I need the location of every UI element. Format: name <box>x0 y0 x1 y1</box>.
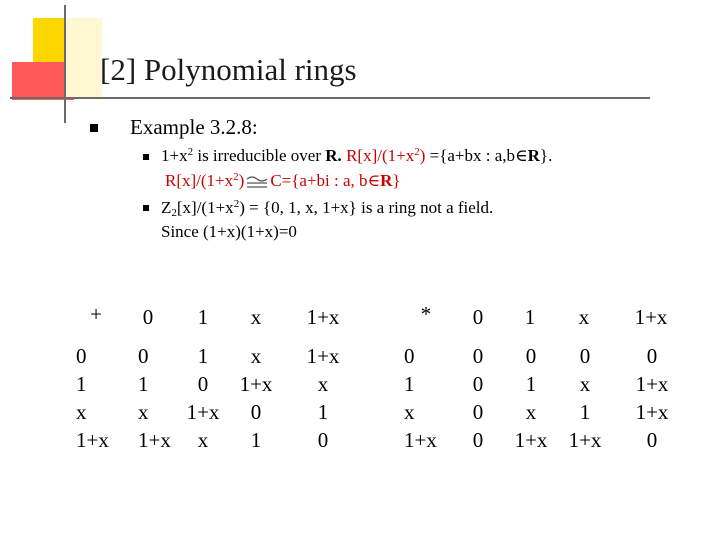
slide-title: [2] Polynomial rings <box>100 52 357 87</box>
table-header-cell: 1 <box>524 305 536 329</box>
table-column: 0 0 0 0 <box>472 344 484 452</box>
element-of-symbol: ∈ <box>367 171 381 190</box>
table-header-cell: x <box>250 305 262 329</box>
bullet-marker <box>90 124 98 132</box>
table-header-cell: 1 <box>197 305 209 329</box>
bullet-marker <box>143 205 149 211</box>
table-column: x 1+x 0 1 <box>239 344 273 452</box>
decorative-horizontal-line <box>10 97 650 99</box>
table-operator: * <box>420 302 432 326</box>
table-column: 1+x x 1 0 <box>306 344 340 452</box>
statement-line-3: $Z_2[x]/(1+x^2) = \{0$, 1, x, 1+x} is a ring not a field. <box>161 198 494 219</box>
statement-line-1: $1+x^2$ is irreducible over R. $R[x]/(1+x^2) =\{a+bx$ : a,b∈R}. <box>161 146 553 165</box>
table-row-labels: 0 1 x 1+x <box>404 344 437 452</box>
table-column: 0 1 x 1+x <box>138 344 171 452</box>
table-column: 0 1+x 1+x 0 <box>635 344 669 452</box>
table-column: 0 x 1 1+x <box>568 344 602 452</box>
example-heading: Example 3.2.8: <box>130 115 258 139</box>
table-header-cell: 0 <box>142 305 154 329</box>
element-of-symbol: ∈ <box>515 146 528 165</box>
table-column: 0 1 x 1+x <box>514 344 548 452</box>
statement-line-2: $R[x]/(1+x^2)$ C={a+bi : a, b∈R} <box>165 171 401 190</box>
isomorphic-symbol <box>244 174 270 190</box>
table-header-cell: 1+x <box>306 305 340 329</box>
table-column: 1 0 1+x x <box>186 344 220 452</box>
decorative-vertical-line <box>64 5 66 123</box>
table-operator: + <box>90 302 102 326</box>
statement-line-4: Since (1+x)(1+x)=0 <box>161 222 297 241</box>
table-row-labels: 0 1 x 1+x <box>76 344 109 452</box>
table-header-cell: 1+x <box>634 305 668 329</box>
table-header-cell: 0 <box>472 305 484 329</box>
bullet-marker <box>143 154 149 160</box>
table-header-cell: x <box>578 305 590 329</box>
decorative-strip <box>66 18 102 98</box>
